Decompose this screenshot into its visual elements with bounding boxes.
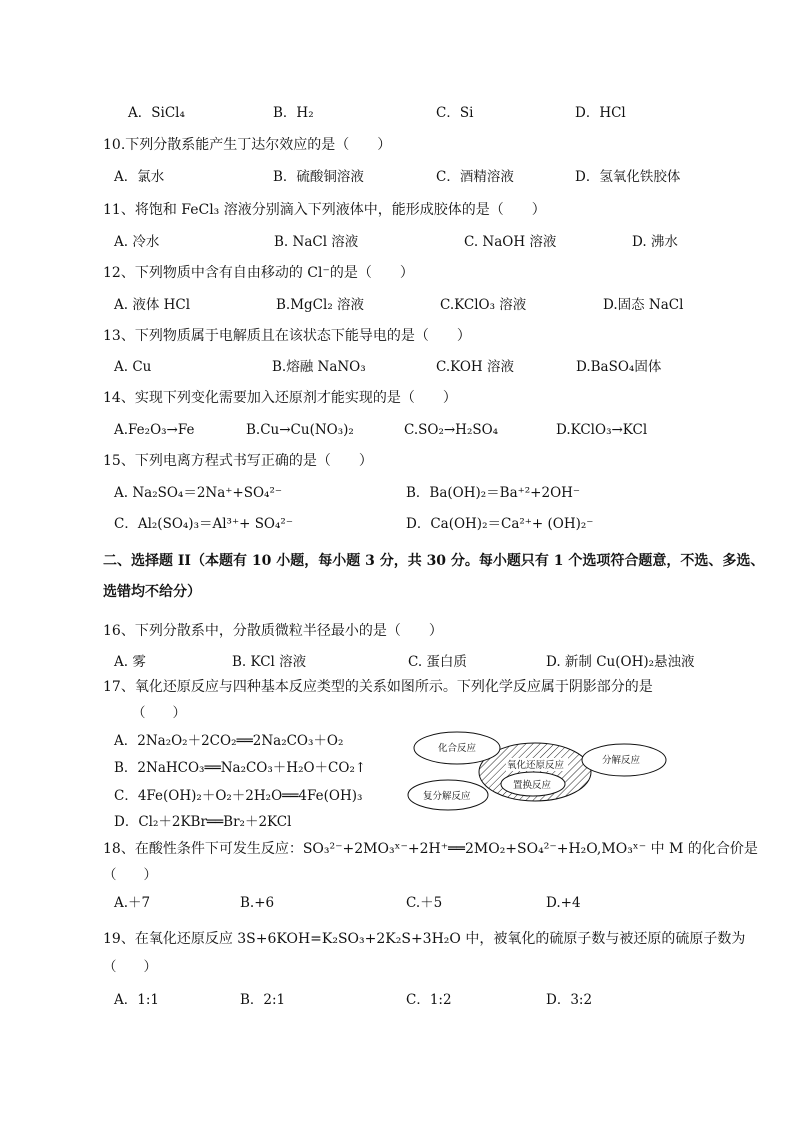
q19-stem-line1: 19、在氧化还原反应 3S+6KOH=K₂SO₃+2K₂S+3H₂O 中，被氧化的硫原子数与被还原的硫原子数为 [103, 931, 746, 947]
q11-stem: 11、将饱和 FeCl₃ 溶液分别滴入下列液体中，能形成胶体的是（ ） [103, 202, 546, 218]
q11-option-a: A. 冷水 [114, 234, 160, 250]
q13-option-d: D.BaSO₄固体 [576, 359, 662, 375]
section2-heading-line1: 二、选择题 II（本题有 10 小题，每小题 3 分，共 30 分。每小题只有 1 个选项符合题意，不选、多选、 [103, 553, 765, 569]
q16-option-d: D. 新制 Cu(OH)₂悬浊液 [546, 654, 695, 670]
q10-stem: 10.下列分散系能产生丁达尔效应的是（ ） [103, 137, 392, 153]
q18-option-b: B.+6 [240, 895, 275, 911]
q19-option-b: B．2:1 [240, 992, 286, 1008]
q19-option-a: A．1:1 [114, 992, 159, 1008]
q19-option-d: D．3:2 [546, 992, 593, 1008]
double-displacement-label: 复分解反应 [423, 791, 471, 802]
redox-label: 氧化还原反应 [507, 760, 565, 771]
q14-stem: 14、实现下列变化需要加入还原剂才能实现的是（ ） [103, 390, 457, 406]
q15-option-c: C．Al₂(SO₄)₃＝Al³⁺+ SO₄²⁻ [114, 516, 293, 532]
q14-option-c: C.SO₂→H₂SO₄ [404, 422, 499, 438]
combination-label: 化合反应 [438, 743, 477, 754]
q10-option-a: A．氯水 [114, 169, 165, 185]
q16-option-b: B. KCl 溶液 [232, 654, 307, 670]
q10-option-c: C．酒精溶液 [436, 169, 514, 185]
q10-option-d: D．氢氧化铁胶体 [575, 169, 681, 185]
q13-stem: 13、下列物质属于电解质且在该状态下能导电的是（ ） [103, 328, 471, 344]
q16-option-c: C. 蛋白质 [408, 654, 467, 670]
q17-option-b: B．2NaHCO₃══Na₂CO₃＋H₂O＋CO₂↑ [114, 760, 367, 776]
q18-option-a: A.＋7 [114, 895, 151, 911]
q13-option-c: C.KOH 溶液 [436, 359, 514, 375]
q19-option-c: C．1:2 [406, 992, 452, 1008]
q13-option-a: A. Cu [114, 359, 152, 375]
q13-option-b: B.熔融 NaNO₃ [272, 359, 366, 375]
q14-option-d: D.KClO₃→KCl [556, 422, 648, 438]
q18-option-d: D.+4 [546, 895, 581, 911]
q17-option-d: D．Cl₂＋2KBr══Br₂＋2KCl [114, 814, 292, 830]
q10-option-b: B．硫酸铜溶液 [273, 169, 364, 185]
displacement-label: 置换反应 [513, 780, 552, 791]
q17-option-a: A．2Na₂O₂＋2CO₂══2Na₂CO₃＋O₂ [114, 733, 344, 749]
decomposition-label: 分解反应 [602, 755, 641, 766]
q11-option-d: D. 沸水 [632, 234, 678, 250]
q15-option-d: D．Ca(OH)₂＝Ca²⁺+ (OH)₂⁻ [406, 516, 594, 532]
q17-stem-line2: （ ） [132, 705, 186, 721]
q12-option-c: C.KClO₃ 溶液 [440, 297, 527, 313]
q11-option-c: C. NaOH 溶液 [464, 234, 557, 250]
q12-stem: 12、下列物质中含有自由移动的 Cl⁻的是（ ） [103, 265, 414, 281]
q15-option-a: A. Na₂SO₄＝2Na⁺+SO₄²⁻ [114, 485, 282, 501]
section2-heading-line2: 选错均不给分） [103, 584, 201, 600]
q16-option-a: A. 雾 [114, 654, 146, 670]
q9-option-c: C．Si [436, 105, 474, 121]
q15-option-b: B．Ba(OH)₂＝Ba⁺²+2OH⁻ [406, 485, 581, 501]
q18-stem-line2: （ ） [103, 867, 157, 883]
q9-option-b: B．H₂ [273, 105, 314, 121]
q12-option-b: B.MgCl₂ 溶液 [276, 297, 365, 313]
q11-option-b: B. NaCl 溶液 [274, 234, 359, 250]
reaction-types-diagram [405, 730, 675, 820]
q12-option-d: D.固态 NaCl [603, 297, 684, 313]
q14-option-a: A.Fe₂O₃→Fe [114, 422, 195, 438]
q15-stem: 15、下列电离方程式书写正确的是（ ） [103, 453, 373, 469]
q17-option-c: C．4Fe(OH)₂＋O₂＋2H₂O══4Fe(OH)₃ [114, 788, 363, 804]
q19-stem-line2: （ ） [103, 959, 157, 975]
q17-stem-line1: 17、氧化还原反应与四种基本反应类型的关系如图所示。下列化学反应属于阴影部分的是 [103, 679, 653, 695]
q12-option-a: A. 液体 HCl [114, 297, 191, 313]
q16-stem: 16、下列分散系中，分散质微粒半径最小的是（ ） [103, 623, 443, 639]
q9-option-d: D．HCl [575, 105, 626, 121]
q14-option-b: B.Cu→Cu(NO₃)₂ [246, 422, 354, 438]
q18-option-c: C.＋5 [406, 895, 443, 911]
q18-stem-line1: 18、在酸性条件下可发生反应：SO₃²⁻+2MO₃ˣ⁻+2H⁺══2MO₂+SO₄²⁻+H₂O,MO₃ˣ⁻ 中 M 的化合价是 [103, 841, 758, 857]
q9-option-a: A．SiCl₄ [128, 105, 185, 121]
